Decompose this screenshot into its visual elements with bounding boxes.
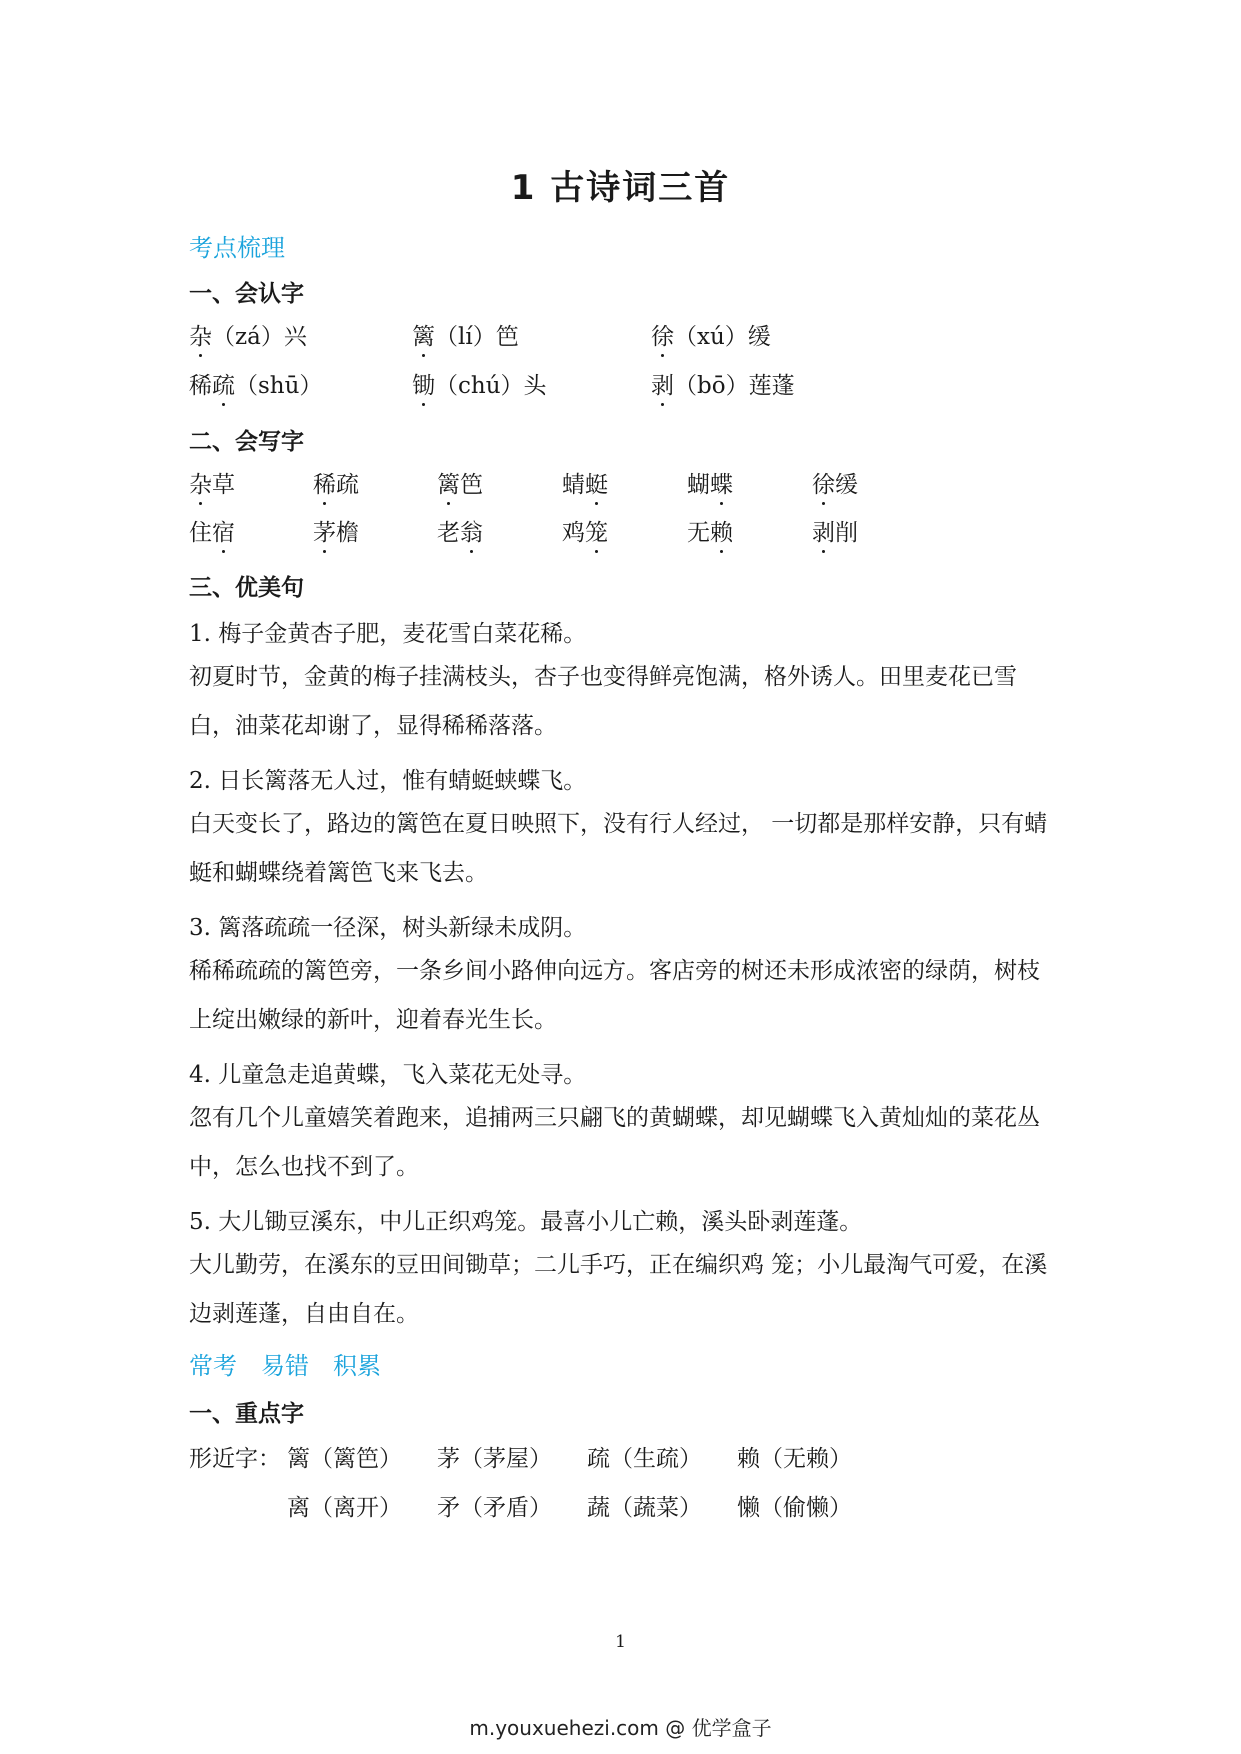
- recognize-item: 剥（bō）莲蓬: [651, 367, 795, 400]
- sentence-1: 1. 梅子金黄杏子肥，麦花雪白菜花稀。: [189, 621, 587, 647]
- section-label-key-points: 考点梳理: [189, 234, 285, 262]
- write-word: 杂草: [189, 466, 235, 499]
- write-word: 蜻蜓: [562, 466, 608, 499]
- similar-char-item: 疏（生疏）: [587, 1446, 702, 1472]
- sentence-5-explanation: 大儿勤劳，在溪东的豆田间锄草；二儿手巧，正在编织鸡 笼；小儿最淘气可爱，在溪边剥莲蓬，自由自在。: [189, 1252, 1048, 1327]
- section-label-frequent: 常考 易错 积累: [189, 1352, 381, 1380]
- write-word: 无赖: [687, 514, 733, 547]
- sentence-2: 2. 日长篱落无人过，惟有蜻蜓蛱蝶飞。: [189, 768, 587, 794]
- sentence-4: 4. 儿童急走追黄蝶，飞入菜花无处寻。: [189, 1062, 587, 1088]
- sentence-4-explanation: 忽有几个儿童嬉笑着跑来，追捕两三只翩飞的黄蝴蝶，却见蝴蝶飞入黄灿灿的菜花丛中，怎么也找不到了。: [189, 1105, 1040, 1180]
- heading-write: 二、会写字: [189, 429, 304, 455]
- heading-recognize: 一、会认字: [189, 281, 304, 307]
- recognize-item: 徐（xú）缓: [651, 318, 771, 351]
- similar-chars-prefix: 形近字：: [189, 1446, 281, 1472]
- similar-char-item: 赖（无赖）: [737, 1446, 852, 1472]
- sentence-1-explanation: 初夏时节，金黄的梅子挂满枝头，杏子也变得鲜亮饱满，格外诱人。田里麦花已雪白，油菜花却谢了，显得稀稀落落。: [189, 664, 1017, 739]
- write-word: 老翁: [437, 514, 483, 547]
- similar-char-item: 蔬（蔬菜）: [587, 1495, 702, 1521]
- recognize-item: 锄（chú）头: [412, 367, 547, 400]
- sentence-3: 3. 篱落疏疏一径深，树头新绿未成阴。: [189, 915, 587, 941]
- write-word: 鸡笼: [562, 514, 608, 547]
- recognize-item: 篱（lí）笆: [412, 318, 519, 351]
- write-word: 篱笆: [437, 466, 483, 499]
- sentence-5: 5. 大儿锄豆溪东，中儿正织鸡笼。最喜小儿亡赖，溪头卧剥莲蓬。: [189, 1209, 863, 1235]
- similar-char-item: 篱（篱笆）: [287, 1446, 402, 1472]
- sentence-2-explanation: 白天变长了，路边的篱笆在夏日映照下，没有行人经过， 一切都是那样安静，只有蜻蜓和蝴蝶绕着篱笆飞来飞去。: [189, 811, 1048, 886]
- footer-watermark: m.youxuehezi.com @ 优学盒子: [469, 1716, 772, 1740]
- write-word: 徐缓: [812, 466, 858, 499]
- similar-char-item: 离（离开）: [287, 1495, 402, 1521]
- recognize-item: 杂（zá）兴: [189, 318, 307, 351]
- sentence-3-explanation: 稀稀疏疏的篱笆旁，一条乡间小路伸向远方。客店旁的树还未形成浓密的绿荫，树枝上绽出嫩绿的新叶，迎着春光生长。: [189, 958, 1040, 1033]
- write-word: 蝴蝶: [687, 466, 733, 499]
- page-number: 1: [615, 1632, 626, 1652]
- heading-key-characters: 一、重点字: [189, 1401, 304, 1427]
- write-word: 茅檐: [313, 514, 359, 547]
- write-word: 稀疏: [313, 466, 359, 499]
- heading-sentences: 三、优美句: [189, 575, 304, 601]
- write-word: 住宿: [189, 514, 235, 547]
- write-word: 剥削: [812, 514, 858, 547]
- similar-char-item: 茅（茅屋）: [437, 1446, 552, 1472]
- similar-char-item: 矛（矛盾）: [437, 1495, 552, 1521]
- page-title: 1 古诗词三首: [510, 168, 731, 208]
- similar-char-item: 懒（偷懒）: [737, 1495, 852, 1521]
- recognize-item: 稀疏（shū）: [189, 367, 322, 400]
